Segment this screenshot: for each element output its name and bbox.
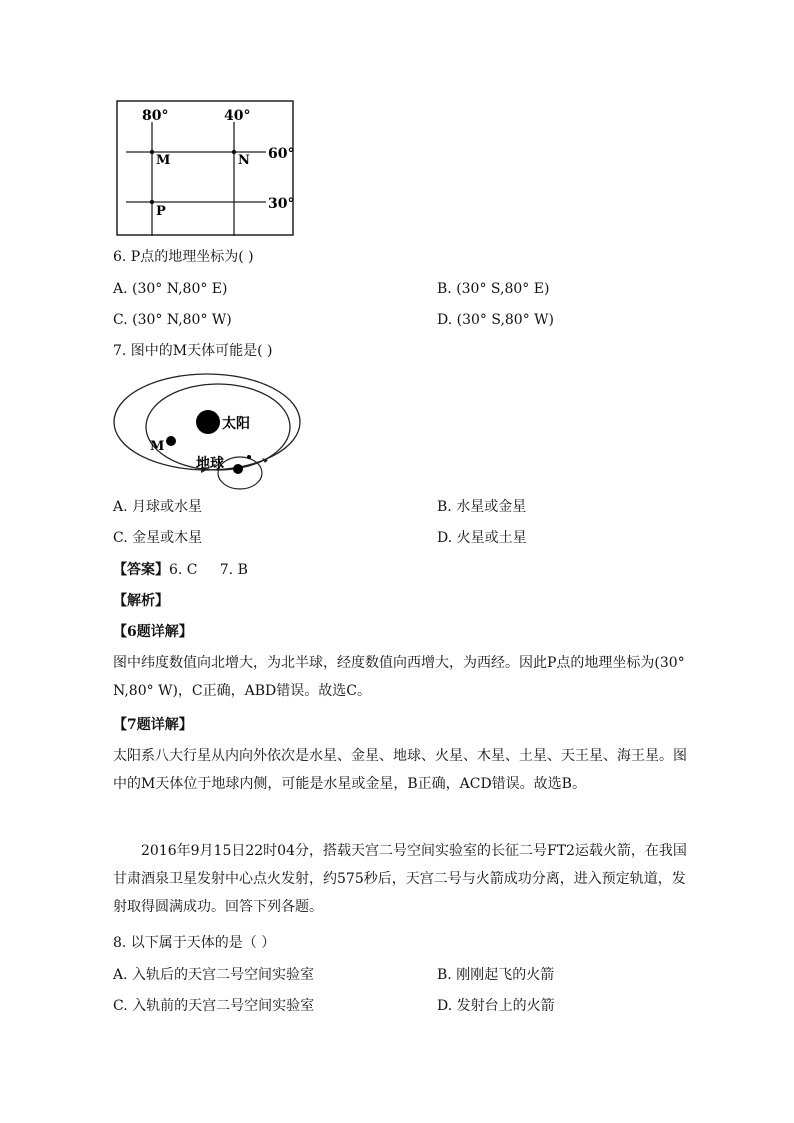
answer-label: 【答案】 bbox=[113, 562, 169, 578]
m-body-label: M bbox=[150, 439, 165, 454]
grid-figure bbox=[116, 100, 296, 238]
moon-icon bbox=[247, 455, 251, 459]
q8-option-b: B. 刚刚起飞的火箭 bbox=[437, 967, 555, 983]
sun-label: 太阳 bbox=[222, 416, 250, 432]
analysis-label: 【解析】 bbox=[113, 593, 169, 609]
q6-stem: 6. P点的地理坐标为( ) bbox=[113, 249, 254, 265]
point-m-dot bbox=[150, 150, 154, 154]
q7-option-c: C. 金星或木星 bbox=[113, 530, 203, 546]
answer-row bbox=[113, 559, 248, 581]
q6-option-a: A. (30° N,80° E) bbox=[113, 281, 228, 297]
lon-right-label: 40° bbox=[224, 108, 251, 124]
lat-top-label: 60° bbox=[268, 146, 295, 162]
sun-icon bbox=[196, 410, 220, 434]
q6-option-d: D. (30° S,80° W) bbox=[437, 312, 555, 328]
q6-analysis-text: 图中纬度数值向北增大，为北半球，经度数值向西增大，为西经。因此P点的地理坐标为(30° N,80° W)，C正确，ABD错误。故选C。 bbox=[113, 655, 685, 699]
orbit-figure bbox=[110, 370, 306, 496]
earth-icon bbox=[233, 464, 243, 474]
q7-option-a: A. 月球或水星 bbox=[113, 499, 203, 515]
lat-bottom-label: 30° bbox=[268, 196, 295, 212]
q7-analysis-heading: 【7题详解】 bbox=[113, 717, 193, 733]
passage-text: 2016年9月15日22时04分，搭载天宫二号空间实验室的长征二号FT2运载火箭，在我国甘肃酒泉卫星发射中心点火发射，约575秒后，天宫二号与火箭成功分离，进入预定轨道，发射取得圆满成功。回答下列各题。 bbox=[113, 843, 687, 915]
q7-analysis-text: 太阳系八大行星从内向外依次是水星、金星、地球、火星、木星、土星、天王星、海王星。图中的M天体位于地球内侧，可能是水星或金星，B正确，ACD错误。故选B。 bbox=[113, 748, 687, 792]
point-n-dot bbox=[232, 150, 236, 154]
q6-analysis-heading: 【6题详解】 bbox=[113, 624, 193, 640]
lon-left-label: 80° bbox=[142, 108, 169, 124]
earth-label: 地球 bbox=[196, 456, 224, 472]
point-n-label: N bbox=[238, 153, 250, 168]
answer-text: 6. C 7. B bbox=[169, 562, 248, 578]
q8-stem: 8. 以下属于天体的是（ ） bbox=[113, 935, 276, 951]
q7-option-b: B. 水星或金星 bbox=[437, 499, 527, 515]
m-body-icon bbox=[166, 436, 176, 446]
q8-option-a: A. 入轨后的天宫二号空间实验室 bbox=[113, 967, 315, 983]
q8-option-c: C. 入轨前的天宫二号空间实验室 bbox=[113, 998, 315, 1014]
point-m-label: M bbox=[156, 153, 171, 168]
point-p-label: P bbox=[156, 204, 166, 219]
q7-stem: 7. 图中的M天体可能是( ) bbox=[113, 343, 273, 359]
q8-option-d: D. 发射台上的火箭 bbox=[437, 998, 555, 1014]
point-p-dot bbox=[150, 200, 154, 204]
q7-option-d: D. 火星或土星 bbox=[437, 530, 527, 546]
q6-option-b: B. (30° S,80° E) bbox=[437, 281, 550, 297]
q6-option-c: C. (30° N,80° W) bbox=[113, 312, 232, 328]
